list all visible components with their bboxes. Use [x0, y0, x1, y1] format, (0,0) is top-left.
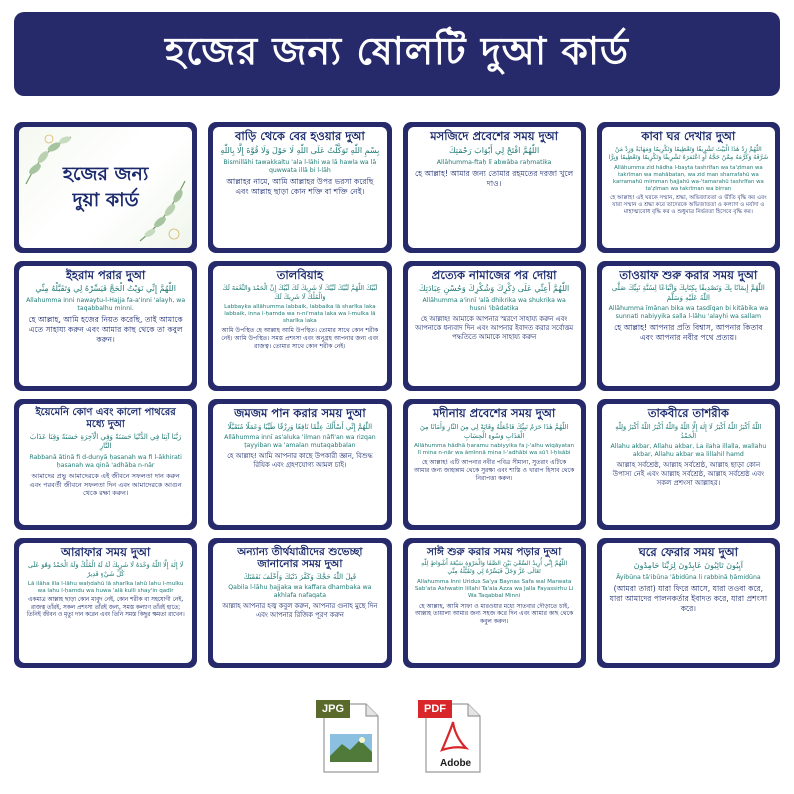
dua-title: মসজিদে প্রবেশের সময় দুআ — [430, 129, 559, 143]
dua-title: তাওয়াফ শুরু করার সময় দুআ — [619, 267, 758, 282]
dua-card — [14, 538, 197, 669]
dua-title: ইহরাম পরার দুআ — [65, 267, 146, 282]
dua-card — [403, 538, 586, 669]
dua-title: প্রত্যেক নামাজের পর দোয়া — [431, 267, 557, 282]
dua-meaning: (আমরা তারা) যারা ফিরে আসে, যারা তওবা করে, যারা আমাদের পালনকর্তার ইবাদত করে, যারা প্রশংসা করে। — [609, 584, 768, 613]
dua-card — [403, 399, 586, 530]
dua-transliteration: Allāhumma-ftaḥ lī abwāba raḥmatika — [436, 158, 552, 166]
dua-meaning: আল্লাহ সর্বশ্রেষ্ঠ, আল্লাহ সর্বশ্রেষ্ঠ, আল্লাহ ছাড়া কোন উপাস্য নেই এবং আল্লাহ সর্বশ্রেষ্ঠ, আল্লাহ সর্বশ্রেষ্ঠ এবং সকল প্রশংসা আল্লাহর। — [612, 460, 765, 487]
jpg-badge: JPG — [316, 700, 350, 718]
dua-card — [597, 261, 780, 392]
dua-arabic: اللّٰهُمَّ إِيمَانًا بِكَ وَتَصْدِيقًا بِكِتَابِكَ وَاتِّبَاعًا لِسُنَّةِ نَبِيِّكَ صَلَّى اللّٰهُ عَلَيْهِ وَسَلَّمَ — [611, 284, 765, 302]
dua-meaning: হে আল্লাহ, আমি হজের নিয়ত করেছি, তাই আমাকে এতে সাহায্য করুন এবং আমার কাছ থেকে তা কবুল করুন। — [28, 315, 183, 344]
dua-title: ইয়েমেনি কোণ এবং কালো পাথরের মধ্যে দুআ — [35, 407, 176, 430]
dua-arabic: اللّٰهُمَّ زِدْ هٰذَا الْبَيْتَ تَشْرِيفًا وَتَعْظِيمًا وَتَكْرِيمًا وَمَهَابَةً وَزِدْ مَنْ شَرَّفَهُ وَكَرَّمَهُ مِمَّنْ حَجَّهُ أَوِ اعْتَمَرَهُ تَشْرِيفًا وَتَكْرِيمًا وَتَعْظِيمًا وَبِرًّا — [608, 145, 769, 162]
dua-card — [597, 399, 780, 530]
dua-meaning: আমাদের প্রভু আমাদেরকে এই জীবনে সফলতা দান করুন এবং পরবর্তী জীবনে সফলতা দিন এবং আমাদেরকে আগুন থেকে রক্ষা করুন। — [29, 472, 182, 498]
dua-arabic: آيِبُونَ تَائِبُونَ عَابِدُونَ لِرَبِّنَا حَامِدُونَ — [633, 561, 743, 571]
dua-transliteration: Lā ilāha illa l-lāhu waḥdahū lā sharīka lahū lahu l-mulku wa lahu l-ḥamdu wa huwa 'alā kulli shay'in qadīr — [27, 580, 184, 594]
dua-card — [14, 261, 197, 392]
file-format-icons — [0, 700, 794, 780]
dua-meaning: হে আল্লাহ! আমার জন্য তোমার রহমতের দরজা খুলে দাও। — [415, 168, 574, 188]
dua-card — [208, 122, 391, 253]
dua-card — [597, 122, 780, 253]
dua-title: আরাফার সময় দুআ — [60, 544, 151, 559]
dua-card — [403, 122, 586, 253]
dua-title: ঘরে ফেরার সময় দুআ — [638, 544, 739, 559]
dua-transliteration: Bismillāhi tawakkaltu 'ala l-lāhi wa lā hawla wa lā quwwata illā bi l-lāh — [223, 158, 377, 174]
dua-title: তালবিয়াহ — [276, 267, 324, 282]
dua-transliteration: Āyibūna tā'ibūna 'ābidūna li rabbinā ḥāmidūna — [616, 574, 761, 582]
dua-arabic: اللّٰهُمَّ إِنِّي أَسْأَلُكَ عِلْمًا نَافِعًا وَرِزْقًا طَيِّبًا وَعَمَلًا مُتَقَبَّلًا — [227, 422, 373, 431]
dua-arabic: اللّٰهُمَّ افْتَحْ لِي أَبْوَابَ رَحْمَتِكَ — [449, 145, 540, 155]
page-title: হজের জন্য ষোলটি দুআ কার্ড — [165, 29, 629, 73]
dua-meaning: হে আল্লাহ! আমাকে আপনার স্মরণে সাহায্য করুন এবং আপনাকে ধন্যবাদ দিন এবং আপনার ইবাদত করার সর্বোত্তম পদ্ধতিতে আমাকে সাহায্য করুন — [415, 315, 574, 341]
dua-arabic: قَبِلَ اللّٰهُ حَجَّكَ وَكَفَّرَ ذَنْبَكَ وَأَخْلَفَ نَفَقَتَكَ — [243, 572, 357, 581]
dua-transliteration: Allāhumma zid hādha l-bayta tashrīfan wa ta'ẓīman wa takrīman wa mahābatan, wa zid man sharrafahū wa karramahū mimman ḥajjahū wa-'tamarahū tashrīfan wa ta'ẓīman wa takrīman wa birran — [612, 164, 764, 192]
dua-title: মদীনায় প্রবেশের সময় দুআ — [432, 406, 556, 420]
dua-transliteration: Rabbanā ātinā fi d-dunyā ḥasanah wa fi l-ākhirati ḥasanah wa qinā 'adhāba n-nār — [29, 453, 182, 469]
dua-transliteration: Allāhumma innī as'aluka 'ilman nāfi'an wa rizqan ṭayyiban wa 'amalan mutaqabbalan — [224, 434, 376, 450]
dua-meaning: আল্লাহ আপনার হজ্ব কবুল করুন, আপনার গুনাহ মুছে দিন এবং আপনার রিজিক পূরণ করুন — [222, 602, 378, 620]
dua-card-grid — [14, 122, 780, 668]
dua-card — [403, 261, 586, 392]
dua-title: বাড়ি থেকে বের হওয়ার দুআ — [234, 129, 365, 143]
dua-meaning: হে আল্লাহ! আপনার প্রতি বিশ্বাস, আপনার কিতাব এবং আপনার নবীর পথে প্রত্যয়। — [614, 323, 763, 343]
dua-arabic: اللّٰهُمَّ هٰذَا حَرَمُ نَبِيِّكَ فَاجْعَلْهُ وِقَايَةً لِي مِنَ النَّارِ وَأَمَانًا مِنَ الْعَذَابِ وَسُوءِ الْحِسَابِ — [420, 422, 569, 440]
dua-arabic: رَبَّنَا آتِنَا فِي الدُّنْيَا حَسَنَةً وَفِي الْآخِرَةِ حَسَنَةً وَقِنَا عَذَابَ النَّارِ — [29, 433, 182, 451]
dua-meaning: আল্লাহর নামে, আমি আল্লাহর উপর ভরসা করেছি এবং আল্লাহ ছাড়া কোন শক্তি বা শক্তি নেই। — [226, 176, 374, 196]
dua-meaning: হে আল্লাহ! এই ঘরকে সম্মান, শ্রদ্ধা, অভিজাততা ও ভীতি বৃদ্ধি কর এবং যারা সম্মান ও শ্রদ্ধা করে তাদেরকে অভিজাততা ও কল্যাণ ও মর্যাদা ও মাহাত্ম্যবোধ বৃদ্ধি কর ও শুধুমাত্র নির্ভরতা হিসেবে বৃদ্ধি কর। — [610, 194, 767, 216]
dua-transliteration: Allāhumma a'innī 'alā dhikrika wa shukrika wa husni 'ibādatika — [422, 297, 566, 313]
dua-transliteration: Allāhumma īmānan bika wa tasdīqan bi kitābika wa sunnati nabiyyika salla l-lāhu 'alayhi wa sallam — [608, 305, 769, 321]
dua-arabic: بِسْمِ اللّٰهِ تَوَكَّلْتُ عَلَى اللّٰهِ لَا حَوْلَ وَلَا قُوَّةَ إِلَّا بِاللّٰهِ — [220, 145, 380, 155]
dua-meaning: একমাত্র আল্লাহ ছাড়া কোন মাবুদ নেই, কোন শরীক বা সহযোগী নেই, রাজত্ব তাঁরই, সকল প্রশংসা তাঁরই জন্য, সমস্ত কল্যাণ তাঁরই হাতে; তিনিই জীবন ও মৃত্যু দান করেন এবং তিনি সমস্ত কিছুর ক্ষমতা রাখেন। — [26, 597, 185, 619]
dua-title: তাকবীরে তাশরীক — [647, 406, 729, 420]
dua-arabic: لَبَّيْكَ اللّٰهُمَّ لَبَّيْكَ لَبَّيْكَ لَا شَرِيكَ لَكَ لَبَّيْكَ إِنَّ الْحَمْدَ وَالنِّعْمَةَ لَكَ وَالْمُلْكَ لَا شَرِيكَ لَكَ — [222, 284, 378, 301]
dua-title: অন্যান্য তীর্থযাত্রীদের শুভেচ্ছা জানানোর সময় দুআ — [237, 545, 363, 571]
intro-card-inner — [19, 127, 192, 248]
dua-arabic: اللّٰهُ أَكْبَرُ اللّٰهُ أَكْبَرُ لَا إِلٰهَ إِلَّا اللّٰهُ وَاللّٰهُ أَكْبَرُ اللّٰهُ أَكْبَرُ وَلِلّٰهِ الْحَمْدُ — [615, 422, 762, 440]
adobe-label: Adobe — [440, 758, 472, 769]
dua-arabic: لَا إِلٰهَ إِلَّا اللّٰهُ وَحْدَهُ لَا شَرِيكَ لَهُ لَهُ الْمُلْكُ وَلَهُ الْحَمْدُ وَهُوَ عَلَى كُلِّ شَيْءٍ قَدِيرٌ — [27, 561, 184, 578]
intro-title: হজের জন্য দুয়া কার্ড — [62, 162, 149, 212]
dua-card — [597, 538, 780, 669]
dua-transliteration: Allahumma inni nawaytu-l-Hajja fa-a'inni 'alayh, wa taqabbalhu minni. — [26, 297, 186, 313]
dua-meaning: আমি উপস্থিত হে আল্লাহ আমি উপস্থিত। তোমার সাথে কোন শরীক নেই। আমি উপস্থিত। সমস্ত প্রশংসা এবং অনুগ্রহ আপনার জন্য এবং রাজত্ব। তোমার সাথে কোন শরীক নেই। — [221, 327, 379, 350]
dua-card — [14, 399, 197, 530]
dua-title: কাবা ঘর দেখার দুআ — [641, 129, 736, 143]
dua-card — [208, 538, 391, 669]
dua-transliteration: Qabila l-lāhu ḥajjaka wa kaffara dhambaka wa akhlafa nafaqata — [228, 584, 372, 600]
dua-transliteration: Allahu akbar, Allahu akbar, La ilaha illalla, wallahu akbar, Allahu akbar wa lillahil hamd — [610, 442, 767, 458]
dua-card — [208, 399, 391, 530]
dua-arabic: اللّٰهُمَّ إِنِّي أُرِيدُ السَّعْيَ بَيْنَ الصَّفَا وَالْمَرْوَةِ سَبْعَةَ أَشْوَاطٍ لِلّٰهِ تَعَالَى عَزَّ وَجَلَّ فَيَسِّرْهُ لِي وَتَقَبَّلْهُ مِنِّي — [421, 560, 568, 576]
title-banner — [14, 12, 780, 96]
dua-transliteration: Labbayka allāhumma labbaik, labbaika lā sharīka laka labbaik, inna l-ḥamda wa n-ni'mata laka wa l-mulka lā sharīka laka — [224, 303, 376, 325]
dua-card — [208, 261, 391, 392]
dua-title: জমজম পান করার সময় দুআ — [234, 406, 366, 420]
pdf-file-icon — [418, 700, 488, 774]
dua-transliteration: Allahumma Inni Uridus Sa'ya Baynas Safa wal Marwata Sab'ata Ashwatin lillahi Ta'ala Azza wa Jalla Fayassirhu Li Wa Taqabbal Minni — [414, 578, 574, 600]
dua-arabic: اللّٰهُمَّ أَعِنِّي عَلَى ذِكْرِكَ وَشُكْرِكَ وَحُسْنِ عِبَادَتِكَ — [418, 284, 570, 294]
dua-meaning: হে আল্লাহ! আমি আপনার কাছে উপকারী জ্ঞান, বিশুদ্ধ রিযিক এবং গ্রহণযোগ্য আমল চাই। — [227, 452, 373, 470]
dua-meaning: হে আল্লাহ! এটি আপনার নবীর পবিত্র সীমানা, সুতরাং এটিকে আমার জন্য জাহান্নাম থেকে সুরক্ষা এবং শাস্তি ও খারাপ হিসাব থেকে নিরাপত্তা করুন। — [413, 459, 575, 482]
dua-title: সাঈ শুরু করার সময় পড়ার দুআ — [426, 545, 562, 558]
dua-transliteration: Allāhumma hādhā ḥaramu nabiyyika fa j-'alhu wiqāyatan lī mina n-nār wa āmīnnā mina l-'adhābi wa sū'i l-ḥisābi — [414, 442, 575, 456]
intro-card — [14, 122, 197, 253]
dua-arabic: اللّٰهُمَّ إِنِّي نَوَيْتُ الْحَجَّ فَيَسِّرْهُ لِي وَتَقَبَّلْهُ مِنِّي — [35, 284, 176, 294]
dua-meaning: হে আল্লাহ, আমি সাফা ও মারওয়ার মধ্যে সাতবার দৌড়াতে চাই, আল্লাহ তায়ালা আমার জন্য সহজ করে দিন এবং আমার কাছ থেকে কবুল করুন। — [415, 602, 574, 626]
jpg-file-icon — [316, 700, 386, 774]
pdf-badge: PDF — [418, 700, 452, 718]
